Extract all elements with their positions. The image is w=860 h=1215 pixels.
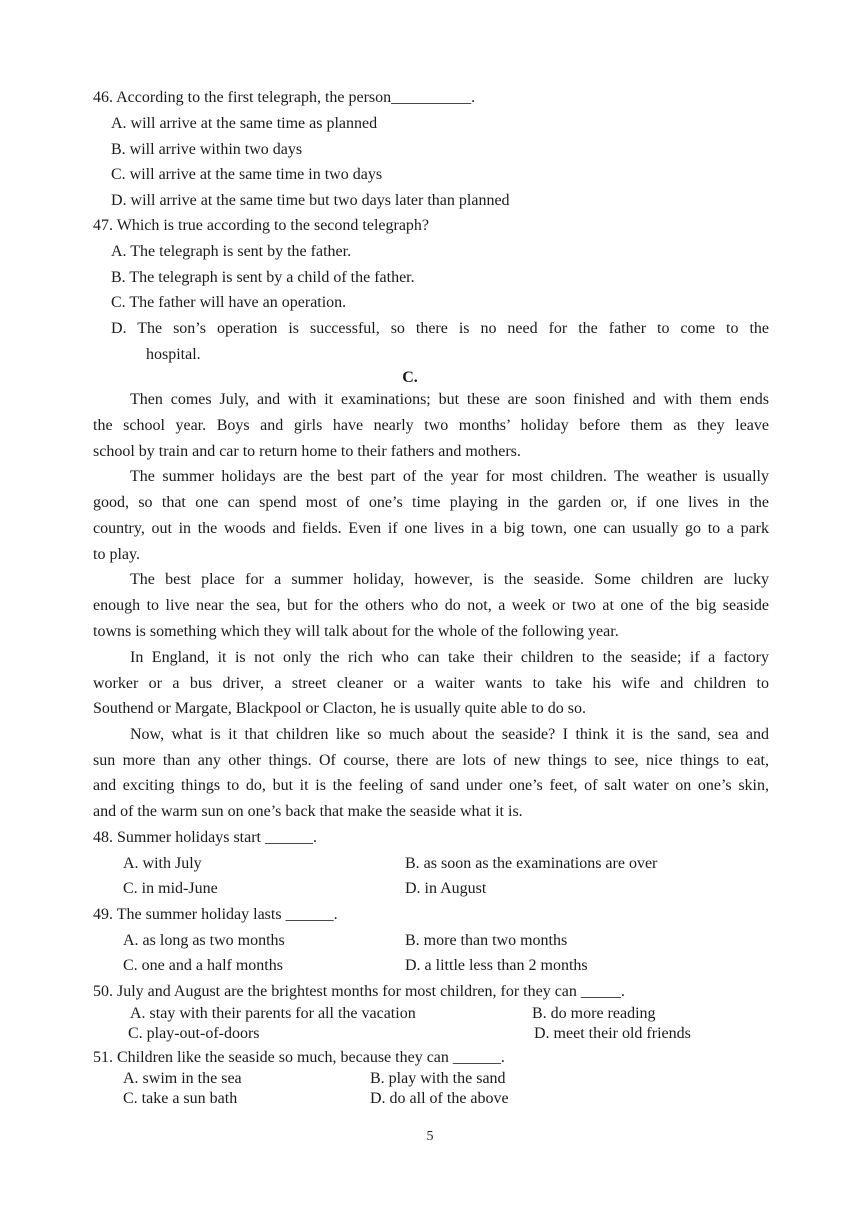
passage-line: to play. [93, 546, 140, 563]
question-47-option-b: B. The telegraph is sent by a child of the father. [111, 269, 415, 286]
question-46-option-a: A. will arrive at the same time as planned [111, 115, 378, 132]
question-49-option-a: A. as long as two months [123, 932, 285, 949]
question-47-option-d: D. The son’s operation is successful, so there is no need for the father to come to the [111, 320, 769, 337]
passage-line: Now, what is it that children like so much about the seaside? I think it is the sand, sea and [130, 726, 769, 743]
question-47-option-a: A. The telegraph is sent by the father. [111, 243, 352, 260]
question-51-stem: 51. Children like the seaside so much, because they can ______. [93, 1049, 505, 1066]
page-number: 5 [426, 1129, 434, 1144]
passage-line: and of the warm sun on one’s back that make the seaside what it is. [93, 803, 523, 820]
question-47-stem: 47. Which is true according to the second telegraph? [93, 217, 430, 234]
passage-line: The summer holidays are the best part of the year for most children. The weather is usually [130, 468, 769, 485]
question-48-option-b: B. as soon as the examinations are over [405, 855, 658, 872]
passage-line: country, out in the woods and fields. Even if one lives in a big town, one can usually go to a park [93, 520, 769, 537]
question-46-option-b: B. will arrive within two days [111, 141, 303, 158]
question-49-option-b: B. more than two months [405, 932, 568, 949]
passage-line: sun more than any other things. Of course, there are lots of new things to see, nice things to eat, [93, 752, 769, 769]
question-46-stem: 46. According to the first telegraph, the person__________. [93, 89, 476, 106]
passage-line: and exciting things to do, but it is the feeling of sand under one’s feet, of salt water on one’s skin, [93, 777, 769, 794]
question-48-option-a: A. with July [123, 855, 202, 872]
question-50-option-c: C. play-out-of-doors [128, 1025, 260, 1042]
question-48-option-d: D. in August [405, 880, 487, 897]
question-51-option-d: D. do all of the above [370, 1090, 509, 1107]
question-47-option-d-continued: hospital. [146, 346, 201, 363]
question-49-stem: 49. The summer holiday lasts ______. [93, 906, 338, 923]
passage-line: Then comes July, and with it examinations; but these are soon finished and with them ends [130, 391, 769, 408]
question-46-option-d: D. will arrive at the same time but two days later than planned [111, 192, 510, 209]
passage-line: enough to live near the sea, but for the others who do not, a week or two at one of the big seaside [93, 597, 769, 614]
question-50-option-b: B. do more reading [532, 1005, 656, 1022]
passage-line: In England, it is not only the rich who can take their children to the seaside; if a factory [130, 649, 769, 666]
question-49-option-d: D. a little less than 2 months [405, 957, 588, 974]
passage-line: school by train and car to return home to their fathers and mothers. [93, 443, 521, 460]
passage-line: towns is something which they will talk about for the whole of the following year. [93, 623, 619, 640]
question-51-option-a: A. swim in the sea [123, 1070, 242, 1087]
passage-line: worker or a bus driver, a street cleaner or a waiter wants to take his wife and children to [93, 675, 769, 692]
question-51-option-c: C. take a sun bath [123, 1090, 238, 1107]
question-49-option-c: C. one and a half months [123, 957, 283, 974]
question-50-stem: 50. July and August are the brightest months for most children, for they can _____. [93, 983, 625, 1000]
question-50-option-d: D. meet their old friends [534, 1025, 691, 1042]
question-48-option-c: C. in mid-June [123, 880, 218, 897]
question-46-option-c: C. will arrive at the same time in two days [111, 166, 383, 183]
question-51-option-b: B. play with the sand [370, 1070, 506, 1087]
passage-line: The best place for a summer holiday, however, is the seaside. Some children are lucky [130, 571, 769, 588]
question-50-option-a: A. stay with their parents for all the vacation [130, 1005, 416, 1022]
passage-line: good, so that one can spend most of one’s time playing in the garden or, if one lives in the [93, 494, 769, 511]
question-47-option-c: C. The father will have an operation. [111, 294, 347, 311]
passage-line: the school year. Boys and girls have nearly two months’ holiday before them as they leave [93, 417, 769, 434]
question-48-stem: 48. Summer holidays start ______. [93, 829, 317, 846]
passage-line: Southend or Margate, Blackpool or Clacton, he is usually quite able to do so. [93, 700, 586, 717]
section-heading: C. [402, 369, 418, 386]
